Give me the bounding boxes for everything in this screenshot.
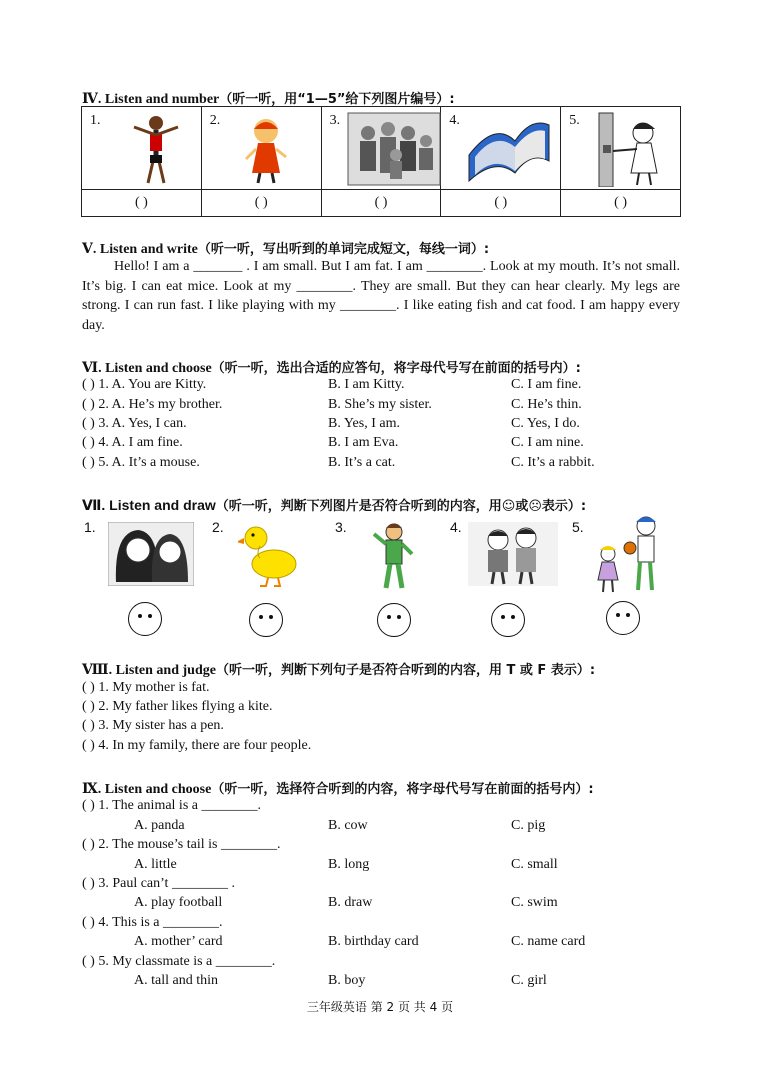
choice-option-c: C. swim: [511, 895, 558, 910]
family-photo-picture: [346, 111, 442, 187]
answer-slot-2[interactable]: ( ): [201, 190, 321, 217]
picture-cell-4: [441, 107, 561, 190]
section-5-title-cn: （听一听，写出听到的单词完成短文，每线一词）:: [197, 242, 490, 257]
choice-option-c: C. It’s a rabbit.: [511, 455, 595, 470]
picture-number-4: 4.: [449, 113, 460, 128]
picture-number-3: 3.: [329, 113, 341, 128]
draw-number-3: 3.: [335, 519, 347, 535]
picture-number-table: [81, 106, 681, 217]
girl-in-red-dress-picture: [226, 111, 312, 187]
section-6-title-en: Ⅵ. Listen and choose: [82, 361, 212, 376]
choice-option-b: B. long: [328, 857, 370, 872]
choice-question[interactable]: ( ) 2. The mouse’s tail is ________.: [82, 837, 281, 852]
choice-option-c: C. small: [511, 857, 558, 872]
answer-slot-4[interactable]: ( ): [441, 190, 561, 217]
girl-opening-door-picture: [585, 111, 671, 187]
choice-question[interactable]: ( ) 3. A. Yes, I can.: [82, 416, 187, 431]
choice-question[interactable]: ( ) 5. A. It’s a mouse.: [82, 455, 200, 470]
girl-and-boy-with-ball-picture: [588, 514, 668, 596]
smiley-face-5[interactable]: [606, 601, 640, 635]
section-5-title-en: Ⅴ. Listen and write: [82, 242, 198, 257]
answer-slot-3[interactable]: ( ): [321, 190, 441, 217]
section-4-title-en: Ⅳ. Listen and number: [82, 92, 220, 107]
yellow-duck-picture: [238, 522, 300, 588]
choice-option-b: B. draw: [328, 895, 373, 910]
smiley-face-1[interactable]: [128, 602, 162, 636]
choice-option-b: B. I am Kitty.: [328, 377, 405, 392]
picture-number-2: 2.: [209, 113, 221, 128]
choice-option-c: C. He’s thin.: [511, 397, 582, 412]
man-in-green-suit-picture: [368, 520, 418, 590]
choice-question[interactable]: ( ) 5. My classmate is a ________.: [82, 954, 276, 969]
choice-question[interactable]: ( ) 1. The animal is a ________.: [82, 798, 261, 813]
choice-option-c: C. I am fine.: [511, 377, 582, 392]
section-8-title-cn: （听一听，判断下列句子是否符合听到的内容，用 T 或 F 表示）:: [215, 663, 596, 678]
judge-item[interactable]: ( ) 3. My sister has a pen.: [82, 718, 224, 733]
draw-number-2: 2.: [212, 519, 224, 535]
section-4-title: [82, 88, 455, 108]
choice-option-a: A. play football: [134, 895, 223, 910]
choice-option-a: A. panda: [134, 818, 185, 833]
choice-option-b: B. It’s a cat.: [328, 455, 396, 470]
choice-option-b: B. cow: [328, 818, 368, 833]
choice-question[interactable]: ( ) 1. A. You are Kitty.: [82, 377, 207, 392]
draw-number-4: 4.: [450, 519, 462, 535]
section-9-title: [82, 778, 594, 798]
section-8-title-en: Ⅷ. Listen and judge: [82, 663, 216, 678]
choice-option-a: A. mother’ card: [134, 934, 223, 949]
picture-cell-2: [201, 107, 321, 190]
cloze-paragraph: Hello! I am a _______ . I am small. But I am fat. I am ________. Look at my mouth. It’s not small. It’s big. I can eat mice. Look at my ________. They are small. But they can hear clearly. My legs are strong. I can run fast. I like playing with my ________. I like eating fish and cat food. I am happy every day.: [82, 259, 680, 333]
choice-option-c: C. pig: [511, 818, 546, 833]
judge-item[interactable]: ( ) 2. My father likes flying a kite.: [82, 699, 273, 714]
section-5-title: [82, 238, 489, 258]
choice-option-b: B. boy: [328, 973, 366, 988]
section-9-title-en: Ⅸ. Listen and choose: [82, 782, 212, 797]
answer-slot-1[interactable]: ( ): [82, 190, 202, 217]
choice-option-a: A. tall and thin: [134, 973, 218, 988]
choice-option-c: C. Yes, I do.: [511, 416, 580, 431]
choice-option-c: C. I am nine.: [511, 435, 584, 450]
draw-number-5: 5.: [572, 519, 584, 535]
picture-number-5: 5.: [569, 113, 580, 128]
open-book-picture: [465, 111, 551, 187]
section-9-title-cn: （听一听，选择符合听到的内容，将字母代号写在前面的括号内）:: [211, 782, 594, 797]
section-4-title-cn: （听一听，用“1—5”给下列图片编号）:: [219, 92, 455, 107]
judge-item[interactable]: ( ) 4. In my family, there are four people.: [82, 738, 312, 753]
section-7-title: [82, 495, 586, 514]
choice-question[interactable]: ( ) 3. Paul can’t ________ .: [82, 876, 235, 891]
answer-slot-5[interactable]: ( ): [561, 190, 681, 217]
picture-cell-1: [82, 107, 202, 190]
picture-cell-3: [321, 107, 441, 190]
section-8-title: [82, 659, 595, 679]
picture-cell-5: [561, 107, 681, 190]
choice-question[interactable]: ( ) 2. A. He’s my brother.: [82, 397, 223, 412]
section-7-title-en: Ⅶ. Listen and draw: [82, 497, 216, 513]
choice-question[interactable]: ( ) 4. A. I am fine.: [82, 435, 183, 450]
section-6-title-cn: （听一听，选出合适的应答句，将字母代号写在前面的括号内）:: [211, 361, 581, 376]
choice-option-c: C. name card: [511, 934, 586, 949]
picture-number-1: 1.: [90, 113, 101, 128]
dancing-child-picture: [106, 111, 192, 187]
choice-option-c: C. girl: [511, 973, 547, 988]
two-boys-picture: [468, 522, 558, 586]
smiley-face-4[interactable]: [491, 603, 525, 637]
choice-option-a: A. little: [134, 857, 177, 872]
section-7-title-cn: （听一听，判断下列图片是否符合听到的内容，用☺或☹表示）:: [215, 499, 587, 514]
choice-option-b: B. I am Eva.: [328, 435, 399, 450]
smiley-face-3[interactable]: [377, 603, 411, 637]
section-6-title: [82, 357, 581, 377]
choice-question[interactable]: ( ) 4. This is a ________.: [82, 915, 223, 930]
choice-option-b: B. birthday card: [328, 934, 419, 949]
smiley-face-2[interactable]: [249, 603, 283, 637]
judge-item[interactable]: ( ) 1. My mother is fat.: [82, 680, 210, 695]
choice-option-b: B. Yes, I am.: [328, 416, 400, 431]
choice-option-b: B. She’s my sister.: [328, 397, 432, 412]
draw-number-1: 1.: [84, 519, 96, 535]
two-girls-picture: [108, 522, 194, 586]
page-footer: 三年级英语 第 2 页 共 4 页: [306, 1000, 454, 1014]
